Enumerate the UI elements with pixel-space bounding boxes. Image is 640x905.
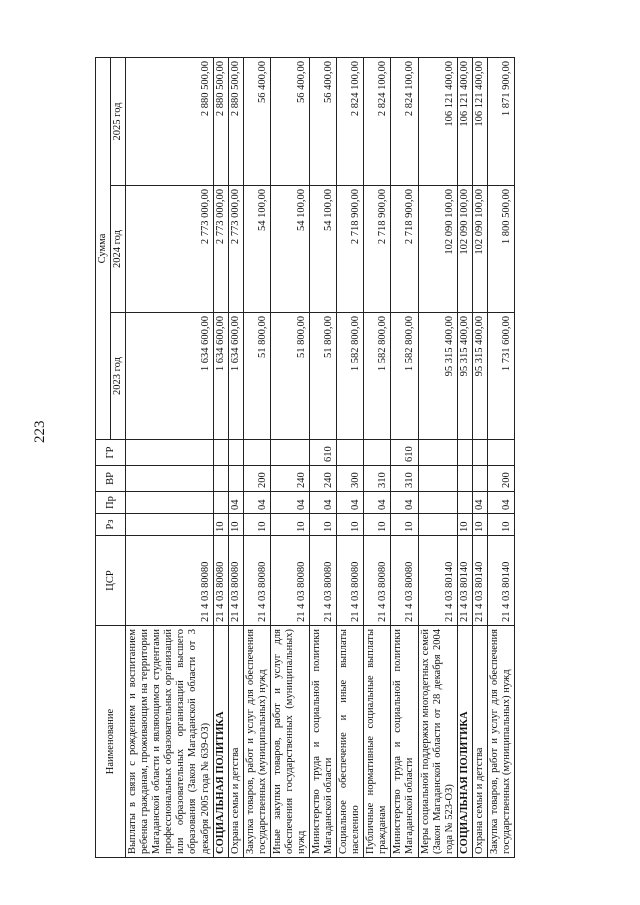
cell-name: Министерство труда и социальной политики Магаданской области bbox=[310, 626, 337, 858]
cell-name: СОЦИАЛЬНАЯ ПОЛИТИКА bbox=[213, 626, 228, 858]
cell-2023: 95 315 400,00 bbox=[418, 313, 457, 440]
cell-2025: 2 824 100,00 bbox=[391, 57, 418, 185]
cell-vr bbox=[418, 466, 457, 492]
cell-2025: 106 121 400,00 bbox=[418, 57, 457, 185]
cell-name: Меры социальной поддержки многодетных семей (Закон Магаданской области от 28 декабря 2004 года № 523-ОЗ) bbox=[418, 626, 457, 858]
cell-rz: 10 bbox=[337, 514, 364, 536]
table-row bbox=[337, 57, 364, 857]
cell-2023: 95 315 400,00 bbox=[472, 313, 487, 440]
cell-csr: 21 4 03 80080 bbox=[270, 536, 309, 626]
cell-rz: 10 bbox=[310, 514, 337, 536]
cell-rz: 10 bbox=[270, 514, 309, 536]
cell-vr: 300 bbox=[337, 466, 364, 492]
cell-name: СОЦИАЛЬНАЯ ПОЛИТИКА bbox=[457, 626, 472, 858]
cell-2024: 54 100,00 bbox=[310, 186, 337, 313]
cell-gr bbox=[487, 440, 514, 466]
cell-vr bbox=[472, 466, 487, 492]
cell-2025: 2 824 100,00 bbox=[337, 57, 364, 185]
cell-name: Охрана семьи и детства bbox=[472, 626, 487, 858]
table-row bbox=[391, 57, 418, 857]
cell-2025: 1 871 900,00 bbox=[487, 57, 514, 185]
cell-rz: 10 bbox=[228, 514, 243, 536]
header-year-2025: 2025 год bbox=[111, 57, 126, 185]
cell-gr: 610 bbox=[310, 440, 337, 466]
table-row bbox=[270, 57, 309, 857]
cell-pr: 04 bbox=[228, 492, 243, 514]
cell-rz: 10 bbox=[487, 514, 514, 536]
cell-2025: 2 880 500,00 bbox=[228, 57, 243, 185]
cell-gr bbox=[270, 440, 309, 466]
table-row bbox=[418, 57, 457, 857]
cell-rz: 10 bbox=[213, 514, 228, 536]
header-rz: Рз bbox=[96, 514, 126, 536]
header-year-2023: 2023 год bbox=[111, 313, 126, 440]
cell-rz: 10 bbox=[391, 514, 418, 536]
cell-csr: 21 4 03 80080 bbox=[213, 536, 228, 626]
cell-rz: 10 bbox=[243, 514, 270, 536]
cell-vr: 240 bbox=[310, 466, 337, 492]
cell-vr bbox=[213, 466, 228, 492]
cell-csr: 21 4 03 80140 bbox=[472, 536, 487, 626]
cell-2024: 2 773 000,00 bbox=[126, 186, 213, 313]
budget-table bbox=[95, 57, 515, 858]
cell-2025: 56 400,00 bbox=[270, 57, 309, 185]
cell-name: Публичные нормативные социальные выплаты гражданам bbox=[364, 626, 391, 858]
cell-csr: 21 4 03 80140 bbox=[457, 536, 472, 626]
cell-2023: 1 582 800,00 bbox=[337, 313, 364, 440]
table-row bbox=[457, 57, 472, 857]
table-row bbox=[364, 57, 391, 857]
cell-pr: 04 bbox=[337, 492, 364, 514]
cell-gr bbox=[243, 440, 270, 466]
cell-csr: 21 4 03 80080 bbox=[364, 536, 391, 626]
cell-pr: 04 bbox=[243, 492, 270, 514]
cell-pr bbox=[213, 492, 228, 514]
cell-name: Выплаты в связи с рождением и воспитанием ребенка гражданам, проживающим на территории Магаданской области и являющимся студентами профессиональных образовательных организаций или образовательных организаций высшего образования (Закон Магаданской области от 3 декабря 2005 года № 639-ОЗ) bbox=[126, 626, 213, 858]
cell-pr bbox=[457, 492, 472, 514]
cell-vr: 240 bbox=[270, 466, 309, 492]
cell-rz: 10 bbox=[457, 514, 472, 536]
cell-csr: 21 4 03 80140 bbox=[418, 536, 457, 626]
header-sum: Сумма bbox=[96, 57, 111, 439]
cell-pr bbox=[418, 492, 457, 514]
cell-2023: 1 582 800,00 bbox=[391, 313, 418, 440]
cell-2025: 2 824 100,00 bbox=[364, 57, 391, 185]
cell-csr: 21 4 03 80080 bbox=[310, 536, 337, 626]
cell-2023: 1 634 600,00 bbox=[228, 313, 243, 440]
cell-csr: 21 4 03 80080 bbox=[228, 536, 243, 626]
cell-csr: 21 4 03 80080 bbox=[126, 536, 213, 626]
header-gr: ГР bbox=[96, 440, 126, 466]
cell-2023: 51 800,00 bbox=[310, 313, 337, 440]
cell-2023: 1 634 600,00 bbox=[126, 313, 213, 440]
cell-2023: 1 582 800,00 bbox=[364, 313, 391, 440]
table-row bbox=[487, 57, 514, 857]
cell-gr bbox=[337, 440, 364, 466]
cell-2024: 102 090 100,00 bbox=[472, 186, 487, 313]
cell-2023: 51 800,00 bbox=[243, 313, 270, 440]
cell-gr: 610 bbox=[391, 440, 418, 466]
cell-2025: 106 121 400,00 bbox=[472, 57, 487, 185]
cell-vr bbox=[457, 466, 472, 492]
cell-2023: 95 315 400,00 bbox=[457, 313, 472, 440]
cell-2024: 102 090 100,00 bbox=[457, 186, 472, 313]
cell-2024: 54 100,00 bbox=[270, 186, 309, 313]
cell-2024: 1 800 500,00 bbox=[487, 186, 514, 313]
cell-pr bbox=[126, 492, 213, 514]
cell-gr bbox=[364, 440, 391, 466]
cell-pr: 04 bbox=[364, 492, 391, 514]
table-row bbox=[213, 57, 228, 857]
cell-2024: 2 718 900,00 bbox=[391, 186, 418, 313]
cell-name: Министерство труда и социальной политики Магаданской области bbox=[391, 626, 418, 858]
cell-name: Социальное обеспечение и иные выплаты населению bbox=[337, 626, 364, 858]
cell-csr: 21 4 03 80080 bbox=[391, 536, 418, 626]
header-year-2024: 2024 год bbox=[111, 186, 126, 313]
cell-gr bbox=[213, 440, 228, 466]
cell-2025: 106 121 400,00 bbox=[457, 57, 472, 185]
cell-vr: 200 bbox=[243, 466, 270, 492]
table-header bbox=[96, 57, 126, 857]
cell-csr: 21 4 03 80080 bbox=[337, 536, 364, 626]
cell-2024: 2 773 000,00 bbox=[228, 186, 243, 313]
cell-rz bbox=[126, 514, 213, 536]
table-row bbox=[243, 57, 270, 857]
table-body bbox=[126, 57, 515, 857]
cell-pr: 04 bbox=[310, 492, 337, 514]
cell-vr bbox=[126, 466, 213, 492]
page-number: 223 bbox=[32, 420, 48, 443]
header-name: Наименование bbox=[96, 626, 126, 858]
table-row bbox=[472, 57, 487, 857]
cell-csr: 21 4 03 80140 bbox=[487, 536, 514, 626]
cell-2024: 2 773 000,00 bbox=[213, 186, 228, 313]
cell-2023: 1 731 600,00 bbox=[487, 313, 514, 440]
table-row bbox=[228, 57, 243, 857]
cell-name: Охрана семьи и детства bbox=[228, 626, 243, 858]
cell-2025: 56 400,00 bbox=[243, 57, 270, 185]
cell-vr bbox=[228, 466, 243, 492]
table-row bbox=[310, 57, 337, 857]
header-pr: Пр bbox=[96, 492, 126, 514]
cell-gr bbox=[457, 440, 472, 466]
cell-name: Закупка товаров, работ и услуг для обеспечения государственных (муниципальных) нужд bbox=[487, 626, 514, 858]
cell-2024: 2 718 900,00 bbox=[364, 186, 391, 313]
cell-pr: 04 bbox=[391, 492, 418, 514]
cell-2023: 51 800,00 bbox=[270, 313, 309, 440]
cell-vr: 200 bbox=[487, 466, 514, 492]
cell-pr: 04 bbox=[270, 492, 309, 514]
cell-name: Закупка товаров, работ и услуг для обеспечения государственных (муниципальных) нужд bbox=[243, 626, 270, 858]
cell-2024: 2 718 900,00 bbox=[337, 186, 364, 313]
cell-pr: 04 bbox=[487, 492, 514, 514]
cell-csr: 21 4 03 80080 bbox=[243, 536, 270, 626]
cell-gr bbox=[228, 440, 243, 466]
cell-name: Иные закупки товаров, работ и услуг для обеспечения государственных (муниципальных) нужд bbox=[270, 626, 309, 858]
cell-gr bbox=[418, 440, 457, 466]
cell-rz: 10 bbox=[472, 514, 487, 536]
cell-2024: 102 090 100,00 bbox=[418, 186, 457, 313]
cell-vr: 310 bbox=[364, 466, 391, 492]
header-csr: ЦСР bbox=[96, 536, 126, 626]
cell-pr: 04 bbox=[472, 492, 487, 514]
cell-rz: 10 bbox=[364, 514, 391, 536]
rotated-table-wrapper bbox=[95, 58, 625, 858]
cell-2025: 56 400,00 bbox=[310, 57, 337, 185]
cell-gr bbox=[126, 440, 213, 466]
cell-vr: 310 bbox=[391, 466, 418, 492]
cell-rz bbox=[418, 514, 457, 536]
cell-2025: 2 880 500,00 bbox=[126, 57, 213, 185]
cell-2025: 2 880 500,00 bbox=[213, 57, 228, 185]
cell-2023: 1 634 600,00 bbox=[213, 313, 228, 440]
table-row bbox=[126, 57, 213, 857]
cell-gr bbox=[472, 440, 487, 466]
cell-2024: 54 100,00 bbox=[243, 186, 270, 313]
header-vr: ВР bbox=[96, 466, 126, 492]
